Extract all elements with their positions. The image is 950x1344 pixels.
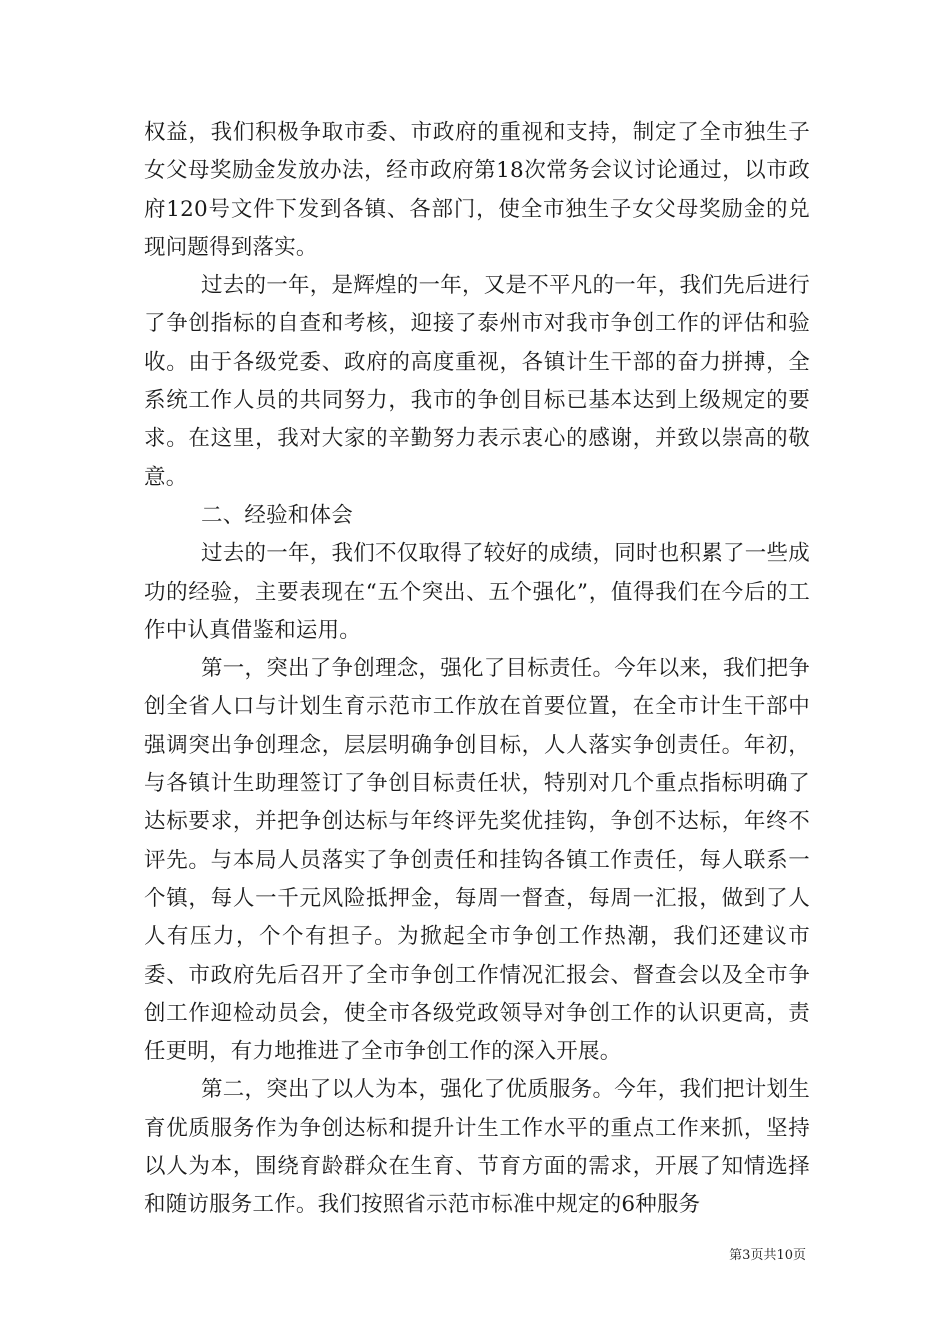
- paragraph-3: 过去的一年，我们不仅取得了较好的成绩，同时也积累了一些成功的经验，主要表现在“五个突出、五个强化”，值得我们在今后的工作中认真借鉴和运用。: [144, 541, 810, 643]
- paragraph-1: 权益，我们积极争取市委、市政府的重视和支持，制定了全市独生子女父母奖励金发放办法，经市政府第18次常务会议讨论通过，以市政府120号文件下发到各镇、各部门，使全市独生子女父母奖励金的兑现问题得到落实。: [144, 120, 810, 260]
- paragraph-4: 第一，突出了争创理念，强化了目标责任。今年以来，我们把争创全省人口与计划生育示范市工作放在首要位置，在全市计生干部中强调突出争创理念，层层明确争创目标，人人落实争创责任。年初，与各镇计生助理签订了争创目标责任状，特别对几个重点指标明确了达标要求，并把争创达标与年终评先奖优挂钩，争创不达标，年终不评先。与本局人员落实了争创责任和挂钩各镇工作责任，每人联系一个镇，每人一千元风险抵押金，每周一督查，每周一汇报，做到了人人有压力，个个有担子。为掀起全市争创工作热潮，我们还建议市委、市政府先后召开了全市争创工作情况汇报会、督查会以及全市争创工作迎检动员会，使全市各级党政领导对争创工作的认识更高，责任更明，有力地推进了全市争创工作的深入开展。: [144, 656, 810, 1065]
- document-body: [144, 114, 810, 1225]
- section-heading-experience: 二、经验和体会: [201, 502, 353, 528]
- paragraph-5: 第二，突出了以人为本，强化了优质服务。今年，我们把计划生育优质服务作为争创达标和提升计生工作水平的重点工作来抓，坚持以人为本，围绕育龄群众在生育、节育方面的需求，开展了知情选择和随访服务工作。我们按照省示范市标准中规定的6种服务: [144, 1077, 810, 1218]
- paragraph-2: 过去的一年，是辉煌的一年，又是不平凡的一年，我们先后进行了争创指标的自查和考核，迎接了泰州市对我市争创工作的评估和验收。由于各级党委、政府的高度重视，各镇计生干部的奋力拼搏，全系统工作人员的共同努力，我市的争创目标已基本达到上级规定的要求。在这里，我对大家的辛勤努力表示衷心的感谢，并致以崇高的敬意。: [144, 273, 810, 490]
- page-number-footer: 第3页共10页: [729, 1248, 806, 1263]
